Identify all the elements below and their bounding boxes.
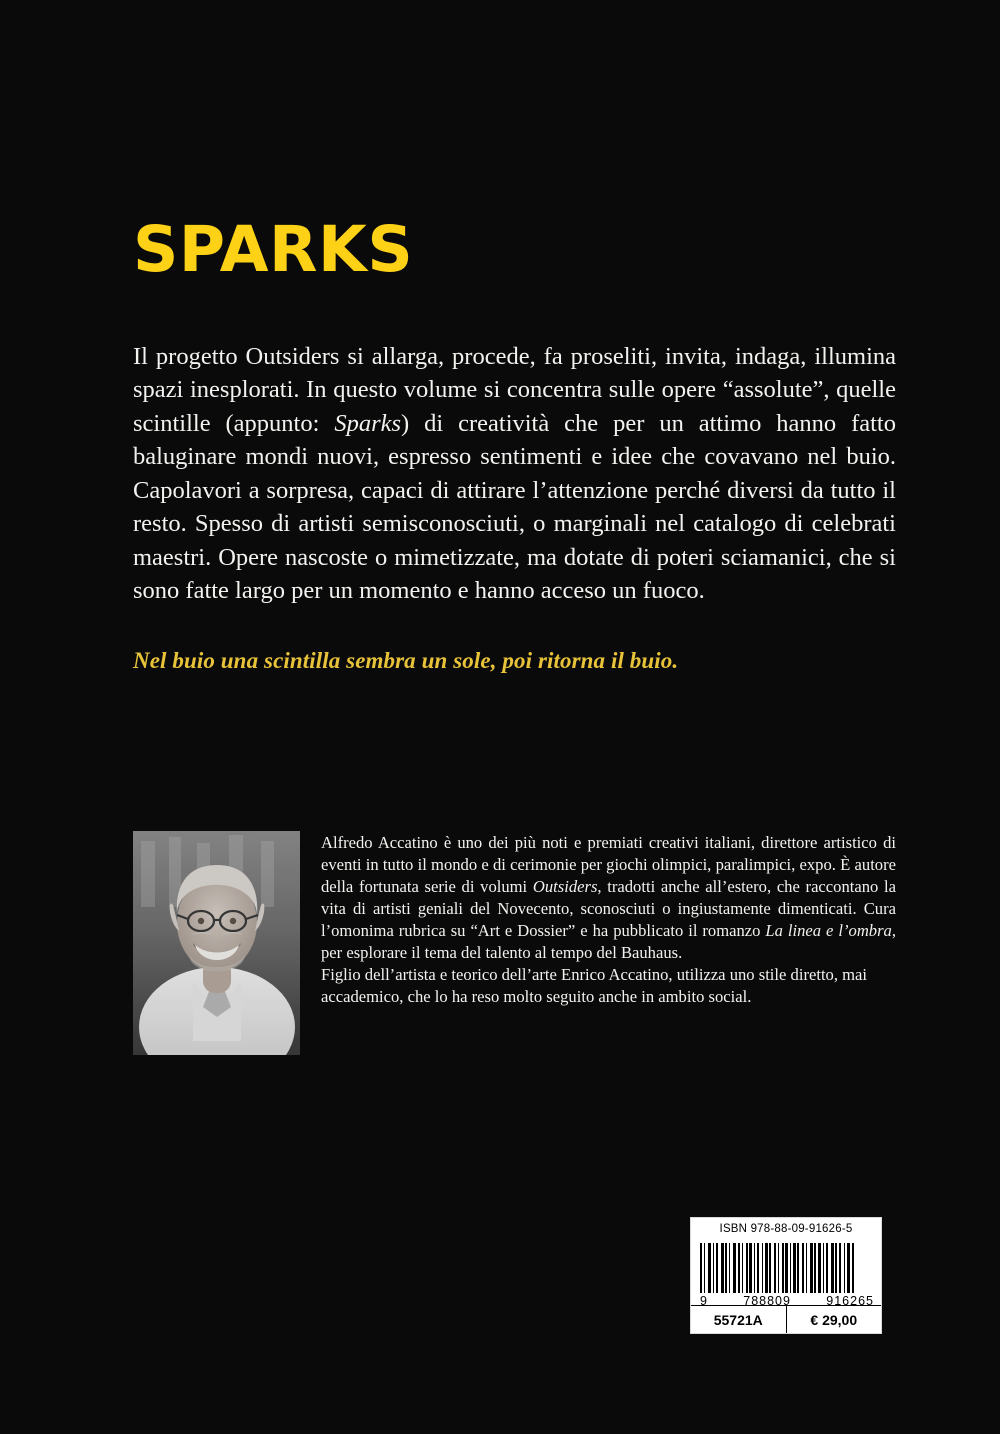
author-bio-paragraph-2: Figlio dell’artista e teorico dell’arte Enrico Accatino, utilizza uno stile diretto, mai accademico, che lo ha reso molto seguito anche in ambito social.	[321, 964, 868, 1006]
price-row	[691, 1305, 881, 1333]
author-bio-part-1: Alfredo Accatino è uno dei più noti e premiati creativi italiani, direttore artistico di eventi in tutto il mondo e di cerimonie per giochi olimpici, paralimpici, expo. È autore della fortunata serie di volumi	[321, 833, 896, 896]
product-code: 55721A	[691, 1306, 787, 1333]
blurb-italic-sparks: Sparks	[334, 409, 402, 437]
author-portrait-photo	[133, 831, 300, 1055]
blurb-part-1: Il progetto Outsiders si allarga, procede, fa proseliti, invita, indaga, illumina spazi inesplorati. In questo volume si concentra sulle opere “assolute”, quelle scintille (appunto:	[133, 343, 896, 437]
price-value: € 29,00	[810, 1311, 858, 1328]
page-title: SPARKS	[133, 213, 414, 286]
blurb-part-2: ) di creatività che per un attimo hanno fatto baluginare mondi nuovi, espresso sentimenti e idee che covavano nel buio. Capolavori a sorpresa, capaci di attirare l’attenzione perché diversi da tutto il resto. Spesso di artisti semisconosciuti, o marginali nel catalogo di celebrati maestri. Opere nascoste o mimetizzate, ma dotate di poteri sciamanici, che si sono fatte largo per un momento e hanno acceso un fuoco.	[133, 409, 896, 605]
barcode-block	[690, 1217, 882, 1334]
author-portrait-image	[133, 831, 300, 1055]
blurb-text	[133, 340, 896, 608]
author-bio	[321, 832, 896, 1008]
author-bio-italic-linea-ombra: La linea e l’ombra	[765, 920, 892, 940]
barcode-bars	[700, 1243, 874, 1293]
barcode-digit-group-2: 916265	[826, 1294, 874, 1308]
author-bio-italic-outsiders: Outsiders	[532, 876, 598, 896]
barcode-digit-lead: 9	[700, 1294, 708, 1308]
isbn-label: ISBN 978-88-09-91626-5	[719, 1223, 853, 1235]
author-bio-part-3: , per esplorare il tema del talento al tempo del Bauhaus.	[321, 920, 897, 962]
author-bio-part-2: , tradotti anche all’estero, che raccontano la vita di artisti geniali del Novecento, sconosciuti o ingiustamente dimenticati. Cura l’omonima rubrica su “Art e Dossier” e ha pubblicato il romanzo	[321, 876, 896, 940]
tagline-text: Nel buio una scintilla sembra un sole, poi ritorna il buio.	[133, 648, 679, 673]
barcode-digit-group-1: 788809	[743, 1294, 791, 1308]
